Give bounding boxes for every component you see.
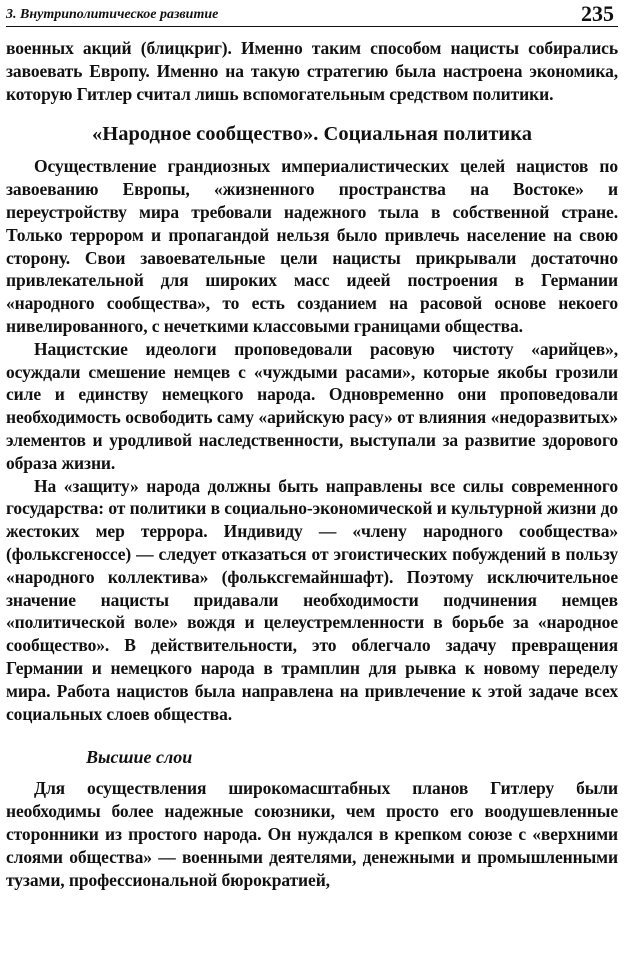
paragraph-2: Нацистские идеологи проповедовали расовую чистоту «арийцев», осуждали смешение немцев с «чуждыми расами», которые якобы грозили силе и единству немецкого народа. Одновременно они проповедовали необходимость освободить саму «арийскую расу» от влияния «недоразвитых» элементов и уродливой наследственности, выступали за развитие здорового образа жизни. (6, 338, 618, 473)
paragraph-3: На «защиту» народа должны быть направлены все силы современного государства: от политики в социально-экономической и культурной жизни до жестоких мер террора. Индивиду — «члену народного сообщества» (фольксгеноссе) — следует отказаться от эгоистических побуждений в пользу «народного коллектива» (фольксгемайншафт). Поэтому исключительное значение нацисты придавали необходимости подчинения немцев «политической воле» вождя и целеустремленности в борьбе за «народное сообщество». В действительности, это облегчало задачу превращения Германии и немецкого народа в трамплин для рывка к новому переделу мира. Работа нацистов была направлена на привлечение к этой задаче всех социальных слоев общества. (6, 475, 618, 724)
running-header (6, 0, 618, 27)
paragraph-1: Осуществление грандиозных империалистических целей нацистов по завоеванию Европы, «жизненного пространства на Востоке» и переустройству мира требовали надежного тыла в собственной стране. Только террором и пропагандой нельзя было привлечь население на свою сторону. Свои завоевательные цели нацисты прикрывали достаточно привлекательной для широких масс идеей построения в Германии «народного сообщества», то есть созданием на расовой основе некоего нивелированного, с нечеткими классовыми границами общества. (6, 156, 618, 336)
section-heading: «Народное сообщество». Социальная политика (92, 123, 532, 146)
paragraph-continued: военных акций (блицкриг). Именно таким способом нацисты собирались завоевать Европу. Именно на такую стратегию была настроена экономика, которую Гитлер считал лишь вспомогательным средством политики. (6, 38, 618, 104)
chapter-title: 3. Внутриполитическое развитие (6, 7, 219, 22)
page-number: 235 (581, 1, 614, 26)
paragraph-4: Для осуществления широкомасштабных планов Гитлеру были необходимы более надежные союзники, чем просто его воодушевленные сторонники из простого народа. Он нуждался в крепком союзе с «верхними слоями общества» — военными деятелями, денежными и промышленными тузами, профессиональной бюрократией, (6, 778, 618, 890)
subsection-heading: Высшие слои (86, 747, 193, 768)
